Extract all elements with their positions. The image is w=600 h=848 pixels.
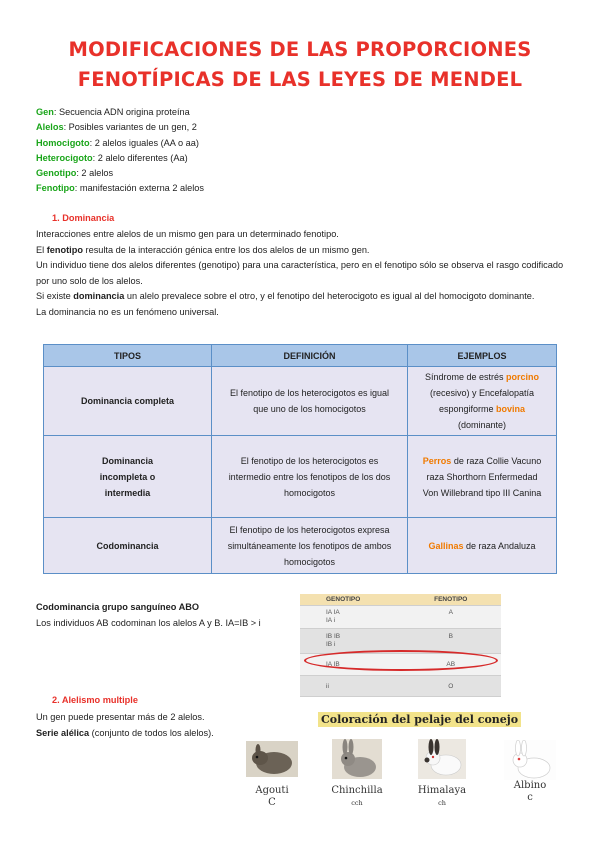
text-run: un alelo prevalece sobre el otro, y el fenotipo del heterocigoto es igual al del homocigoto dominante. (124, 291, 535, 302)
cell-tipo: Codominancia (44, 518, 212, 574)
rabbit-name: Chinchilla (331, 785, 383, 796)
ab-highlight-ellipse (304, 650, 498, 671)
definitions-list (36, 105, 204, 197)
page-title-line-1: MODIFICACIONES DE LAS PROPORCIONES (68, 38, 532, 61)
definition-item (36, 181, 204, 196)
definition-term: Fenotipo (36, 183, 75, 194)
genotype-value: IB IB (326, 633, 341, 640)
text-run: Síndrome de estrés (424, 372, 507, 382)
paragraph (36, 726, 276, 742)
section-heading-dominancia: 1. Dominancia (52, 213, 115, 223)
table-row (44, 436, 557, 518)
definition-text: : Secuencia ADN origina proteína (53, 107, 190, 117)
cell-definicion: El fenotipo de los heterocigotos es igual que uno de los homocigotos (212, 367, 408, 436)
table-row (300, 676, 501, 697)
bold-term: fenotipo (46, 244, 83, 255)
abo-section (36, 600, 261, 631)
dominance-table (43, 344, 557, 574)
definition-term: Homocigoto (36, 137, 90, 148)
text-run: de raza Collie Vacuno raza Shorthorn Enfermedad Von Willebrand tipo III Canina (422, 455, 542, 498)
text-run: (dominante) (457, 420, 507, 430)
cell-ejemplos (408, 367, 557, 436)
paragraph (36, 289, 566, 305)
rabbit-label (240, 785, 304, 809)
genotype-cell: ii (326, 682, 329, 690)
column-header: GENOTIPO (326, 596, 361, 603)
agouti-rabbit-image (246, 741, 298, 777)
chinchilla-rabbit-image (332, 739, 382, 779)
phenotype-cell: B (448, 633, 453, 640)
rabbit-label (408, 785, 476, 809)
phenotype-cell: O (448, 682, 454, 690)
text-run: de raza Andaluza (463, 540, 536, 551)
paragraph: Un individuo tiene dos alelos diferentes (genotipo) para una característica, pero en el fenotipo sólo se observa el rasgo codificado por uno solo de los alelos. (36, 260, 564, 286)
table-header-row (44, 345, 557, 367)
bold-term: dominancia (73, 291, 125, 302)
definition-item (36, 136, 204, 151)
definition-term: Alelos (36, 122, 64, 133)
definition-item (36, 166, 204, 181)
cell-definicion: El fenotipo de los heterocigotos es intermedio entre los fenotipos de los dos homocigotos (212, 436, 408, 518)
table-row (44, 518, 557, 574)
rabbit-gene: c (527, 792, 533, 803)
definition-item (36, 105, 204, 120)
phenotype-cell: AB (446, 661, 456, 668)
paragraph: La dominancia no es un fenómeno universal. (36, 306, 219, 317)
column-header: EJEMPLOS (408, 345, 557, 367)
abo-text: Los individuos AB codominan los alelos A y B. IA=IB > i (36, 617, 261, 628)
paragraph: Un gen puede presentar más de 2 alelos. (36, 712, 205, 722)
rabbit-gene: cch (351, 799, 363, 807)
text-run: El (36, 244, 47, 255)
rabbit-gene: C (268, 797, 276, 808)
rabbit-gene: ch (438, 799, 446, 807)
genotype-cell: IA IB (326, 661, 340, 668)
column-header: FENOTIPO (434, 596, 468, 603)
definition-text: : Posibles variantes de un gen, 2 (63, 122, 197, 133)
genotype-value: IA IA (326, 609, 340, 616)
highlight-term: Gallinas (428, 540, 464, 551)
column-header: DEFINICIÓN (212, 345, 408, 367)
definition-item (36, 120, 204, 135)
cell-ejemplos (408, 518, 557, 574)
rabbit-figure-title: Coloración del pelaje del conejo (318, 712, 521, 727)
rabbit-name: Agouti (255, 785, 289, 796)
definition-term: Heterocigoto (36, 152, 93, 163)
highlight-term: porcino (506, 372, 540, 382)
text-run: resulta de la interacción génica entre los dos alelos de un mismo gen. (82, 244, 370, 255)
genotype-value: IB i (326, 641, 336, 648)
rabbit-label (500, 780, 560, 804)
definition-text: : 2 alelos iguales (AA o aa) (89, 137, 199, 148)
definition-text: : 2 alelo diferentes (Aa) (92, 152, 188, 163)
rabbit-label (322, 785, 392, 809)
cell-definicion: El fenotipo de los heterocigotos expresa simultáneamente los fenotipos de ambos homocigotos (212, 518, 408, 574)
text-run: Si existe (36, 291, 74, 302)
text-run: (recesivo) y Encefalopatía espongiforme (429, 388, 535, 414)
page-title-line-2: FENOTÍPICAS DE LAS LEYES DE MENDEL (77, 68, 523, 91)
cell-tipo: Dominancia completa (44, 367, 212, 436)
genotype-table (300, 594, 501, 697)
himalaya-rabbit-image (418, 739, 466, 779)
genotype-value: IA i (326, 617, 336, 624)
phenotype-cell: A (448, 609, 453, 616)
section-heading-alelismo: 2. Alelismo multiple (52, 695, 138, 705)
section1-body (36, 227, 566, 321)
highlight-term: bovina (496, 404, 526, 414)
albino-rabbit-image (504, 740, 556, 780)
genotype-header-row (300, 594, 501, 606)
definition-item (36, 151, 204, 166)
definition-term: Genotipo (36, 168, 77, 179)
table-row (44, 367, 557, 436)
bold-term: Serie alélica (36, 727, 90, 738)
paragraph (36, 243, 566, 259)
abo-heading: Codominancia grupo sanguíneo ABO (36, 602, 199, 612)
definition-text: : 2 alelos (76, 168, 114, 179)
rabbit-name: Albino (513, 780, 547, 791)
highlight-term: Perros (422, 455, 452, 466)
cell-tipo: Dominancia incompleta o intermedia (44, 436, 212, 518)
section2-body (36, 710, 276, 741)
definition-text: : manifestación externa 2 alelos (74, 183, 205, 194)
rabbit-name: Himalaya (417, 785, 467, 796)
text-run: (conjunto de todos los alelos). (89, 727, 214, 738)
genotype-cell (300, 606, 401, 628)
table-row (300, 606, 501, 629)
cell-ejemplos (408, 436, 557, 518)
definition-term: Gen (36, 107, 54, 117)
column-header: TIPOS (44, 345, 212, 367)
paragraph: Interacciones entre alelos de un mismo gen para un determinado fenotipo. (36, 229, 339, 239)
